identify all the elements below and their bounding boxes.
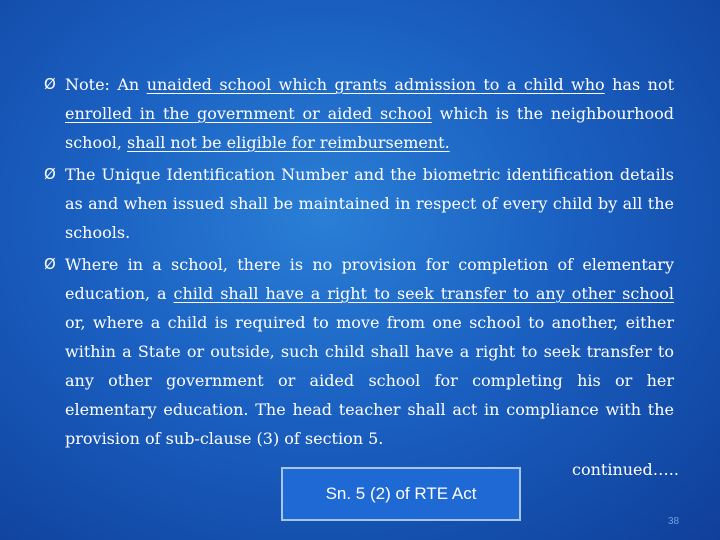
bullet-text-underlined: child shall have a right to seek transfer to any other school <box>173 284 675 303</box>
bullet-text-underlined: unaided school which grants admission to a child who <box>146 75 605 94</box>
reference-label: Sn. 5 (2) of RTE Act <box>325 484 477 503</box>
bullet-uid <box>44 160 674 247</box>
bullet-transfer <box>44 250 674 453</box>
bullet-text: has not <box>604 75 674 94</box>
bullet-text: which is the neighbourhood school, <box>65 104 674 152</box>
page-number: 38 <box>668 516 680 527</box>
bullet-text-underlined: shall not be eligible for reimbursement. <box>127 133 450 152</box>
bullet-text-underlined: enrolled in the government or aided school <box>65 104 432 123</box>
arrow-bullet-icon: Ø <box>44 165 56 183</box>
bullet-text: The Unique Identification Number and the biometric identification details as and when issued shall be maintained in respect of every child by all the schools. <box>65 165 674 242</box>
bullet-text: or, where a child is required to move from one school to another, either within a State or outside, such child shall have a right to seek transfer to any other government or aided school for completing his or her elementary education. The head teacher shall act in compliance with the provision of sub-clause (3) of section 5. <box>65 313 674 448</box>
continued-text: continued….. <box>572 460 679 479</box>
bullet-list <box>44 70 674 456</box>
bullet-text: Note: An <box>65 75 147 94</box>
arrow-bullet-icon: Ø <box>44 75 56 93</box>
bullet-text: Where in a school, there is no provision for completion of elementary education, a <box>65 255 674 303</box>
reference-box <box>281 467 521 521</box>
arrow-bullet-icon: Ø <box>44 255 56 273</box>
bullet-note <box>44 70 674 157</box>
